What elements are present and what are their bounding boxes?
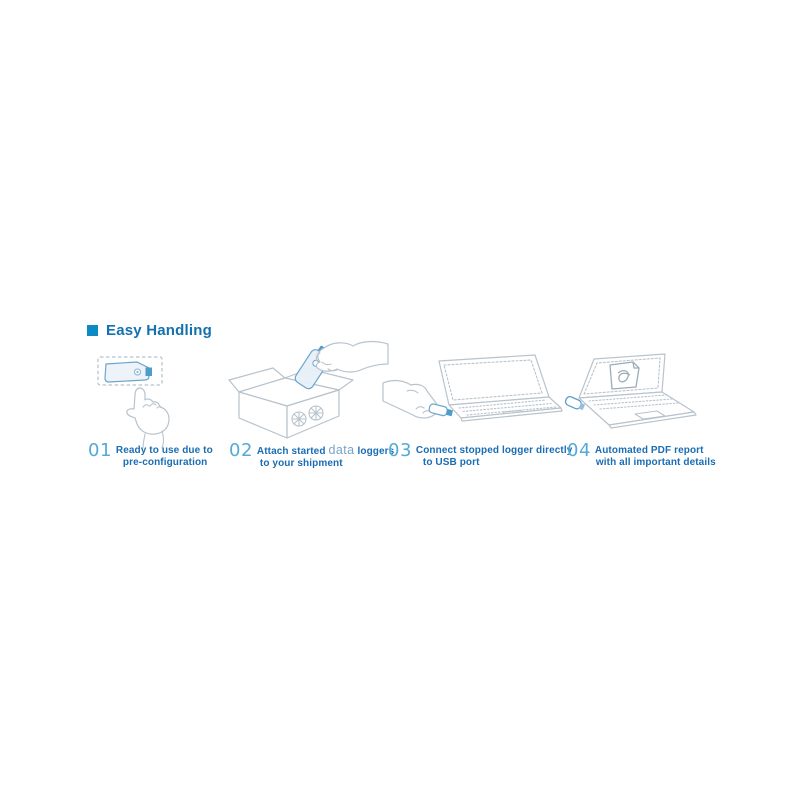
step-text-line2: to USB port [422, 456, 480, 468]
step-3 [388, 322, 573, 482]
step-1-illustration [96, 355, 226, 450]
usb-connect-icon [383, 353, 565, 441]
step-2-caption [229, 442, 394, 469]
step-2 [229, 322, 395, 482]
step-text [416, 442, 572, 468]
step-number: 02 [229, 440, 253, 461]
step-4 [567, 322, 719, 482]
step-text-line2: pre-configuration [122, 456, 208, 468]
step-3-caption [388, 442, 572, 468]
shipping-box-icon [229, 368, 353, 438]
pdf-page-icon [610, 362, 639, 389]
step-text-line1: Attach started data loggers [256, 443, 395, 457]
pointing-hand-icon [127, 388, 169, 448]
step-number: 03 [388, 440, 412, 461]
step-1-caption [88, 442, 213, 468]
pdf-report-laptop-icon [563, 352, 705, 444]
step-text-line1: Connect stopped logger directly [415, 445, 573, 456]
step-text [257, 442, 394, 469]
tap-logger-icon [96, 355, 226, 450]
box-packing-icon [227, 340, 389, 442]
step-text [116, 442, 213, 468]
data-logger-tag-icon [105, 362, 152, 382]
step-text-line2: to your shipment [259, 457, 343, 469]
step-1 [88, 322, 228, 482]
step-4-illustration [563, 352, 705, 444]
step-text [595, 442, 716, 468]
step-4-caption [567, 442, 716, 468]
step-3-illustration [383, 353, 565, 441]
step-number: 04 [567, 440, 591, 461]
step-text-line1: Automated PDF report [594, 445, 704, 456]
step-number: 01 [88, 440, 112, 461]
step-text-line1: Ready to use due to [115, 445, 213, 456]
reaching-hand-icon [316, 342, 388, 372]
section-title: Easy Handling [106, 322, 212, 339]
step-2-illustration [227, 340, 389, 442]
laptop-icon [579, 354, 696, 428]
brand-word: data [328, 443, 355, 457]
easy-handling-section [87, 322, 737, 482]
laptop-icon [439, 355, 562, 421]
step-text-line2: with all important details [595, 456, 716, 468]
